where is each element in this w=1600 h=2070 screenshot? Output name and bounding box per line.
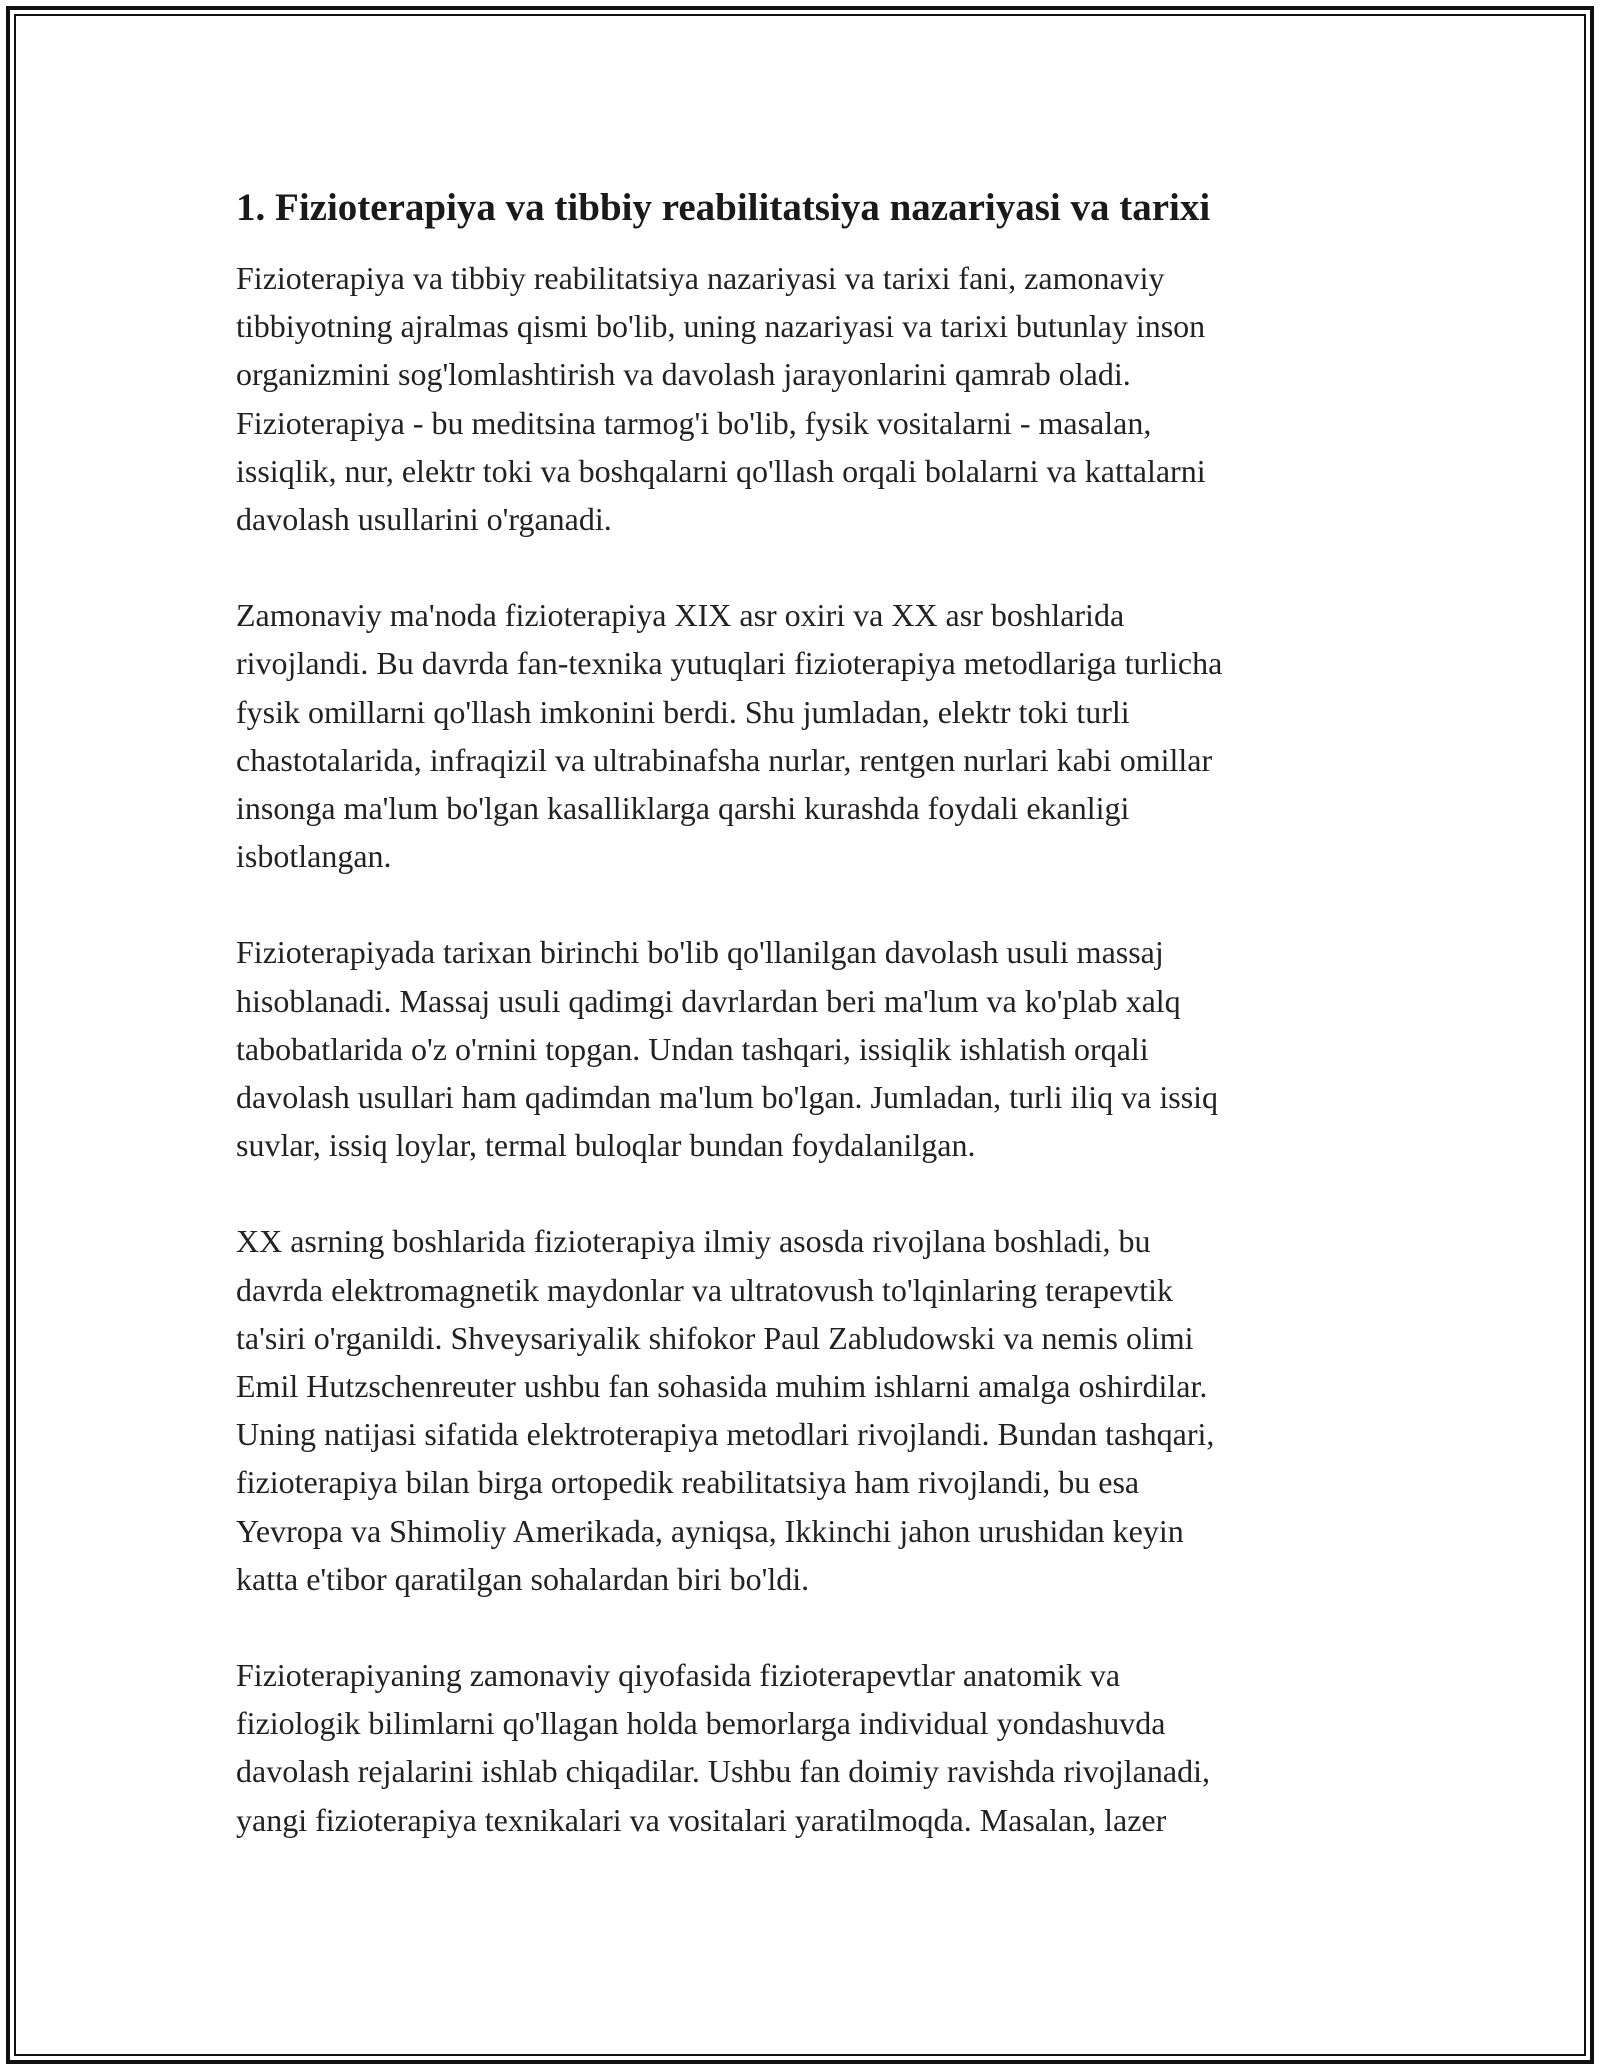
text-line: davrda elektromagnetik maydonlar va ultratovush to'lqinlaring terapevtik bbox=[236, 1271, 1174, 1308]
text-line: Uning natijasi sifatida elektroterapiya metodlari rivojlandi. Bundan tashqari, bbox=[236, 1416, 1215, 1453]
text-line: XX asrning boshlarida fizioterapiya ilmiy asosda rivojlana boshladi, bu bbox=[236, 1223, 1151, 1260]
text-line: davolash usullari ham qadimdan ma'lum bo'lgan. Jumladan, turli iliq va issiq bbox=[236, 1079, 1219, 1116]
text-line: Fizioterapiya - bu meditsina tarmog'i bo'lib, fysik vositalarni - masalan, bbox=[236, 404, 1152, 441]
text-line: suvlar, issiq loylar, termal buloqlar bundan foydalanilgan. bbox=[236, 1127, 976, 1164]
paragraph-2 bbox=[236, 591, 1386, 880]
paragraph-4 bbox=[236, 1217, 1386, 1603]
section-heading: 1. Fizioterapiya va tibbiy reabilitatsiya nazariyasi va tarixi bbox=[236, 186, 1211, 229]
text-line: davolash rejalarini ishlab chiqadilar. Ushbu fan doimiy ravishda rivojlanadi, bbox=[236, 1753, 1210, 1790]
text-line: rivojlandi. Bu davrda fan-texnika yutuqlari fizioterapiya metodlariga turlicha bbox=[236, 645, 1223, 682]
paragraph-1 bbox=[236, 254, 1386, 543]
document-body bbox=[236, 180, 1386, 1892]
text-line: organizmini sog'lomlashtirish va davolash jarayonlarini qamrab oladi. bbox=[236, 356, 1131, 393]
text-line: Fizioterapiya va tibbiy reabilitatsiya nazariyasi va tarixi fani, zamonaviy bbox=[236, 260, 1165, 296]
text-line: insonga ma'lum bo'lgan kasalliklarga qarshi kurashda foydali ekanligi bbox=[236, 790, 1130, 827]
text-line: yangi fizioterapiya texnikalari va vositalari yaratilmoqda. Masalan, lazer bbox=[236, 1801, 1167, 1838]
text-line: tabobatlarida o'z o'rnini topgan. Undan tashqari, issiqlik ishlatish orqali bbox=[236, 1030, 1149, 1067]
text-line: chastotalarida, infraqizil va ultrabinafsha nurlar, rentgen nurlari kabi omillar bbox=[236, 741, 1213, 778]
text-line: Fizioterapiyaning zamonaviy qiyofasida fizioterapevtlar anatomik va bbox=[236, 1657, 1121, 1694]
text-line: Zamonaviy ma'noda fizioterapiya XIX asr oxiri va XX asr boshlarida bbox=[236, 597, 1125, 634]
text-line: davolash usullarini o'rganadi. bbox=[236, 501, 612, 538]
paragraph-3 bbox=[236, 928, 1386, 1169]
text-line: ta'siri o'rganildi. Shveysariyalik shifokor Paul Zabludowski va nemis olimi bbox=[236, 1319, 1194, 1356]
text-line: issiqlik, nur, elektr toki va boshqalarni qo'llash orqali bolalarni va kattalarni bbox=[236, 452, 1206, 489]
text-line: tibbiyotning ajralmas qismi bo'lib, uning nazariyasi va tarixi butunlay inson bbox=[236, 308, 1206, 345]
text-line: Emil Hutzschenreuter ushbu fan sohasida muhim ishlarni amalga oshirdilar. bbox=[236, 1368, 1208, 1405]
text-line: Fizioterapiyada tarixan birinchi bo'lib qo'llanilgan davolash usuli massaj bbox=[236, 934, 1164, 971]
text-line: Yevropa va Shimoliy Amerikada, ayniqsa, Ikkinchi jahon urushidan keyin bbox=[236, 1512, 1184, 1549]
text-line: fizioterapiya bilan birga ortopedik reabilitatsiya ham rivojlandi, bu esa bbox=[236, 1464, 1140, 1501]
text-line: fiziologik bilimlarni qo'llagan holda bemorlarga individual yondashuvda bbox=[236, 1705, 1166, 1742]
text-line: isbotlangan. bbox=[236, 838, 392, 875]
text-line: fysik omillarni qo'llash imkonini berdi. Shu jumladan, elektr toki turli bbox=[236, 693, 1130, 730]
paragraph-5 bbox=[236, 1651, 1386, 1844]
text-line: hisoblanadi. Massaj usuli qadimgi davrlardan beri ma'lum va ko'plab xalq bbox=[236, 982, 1181, 1019]
text-line: katta e'tibor qaratilgan sohalardan biri bo'ldi. bbox=[236, 1560, 810, 1597]
